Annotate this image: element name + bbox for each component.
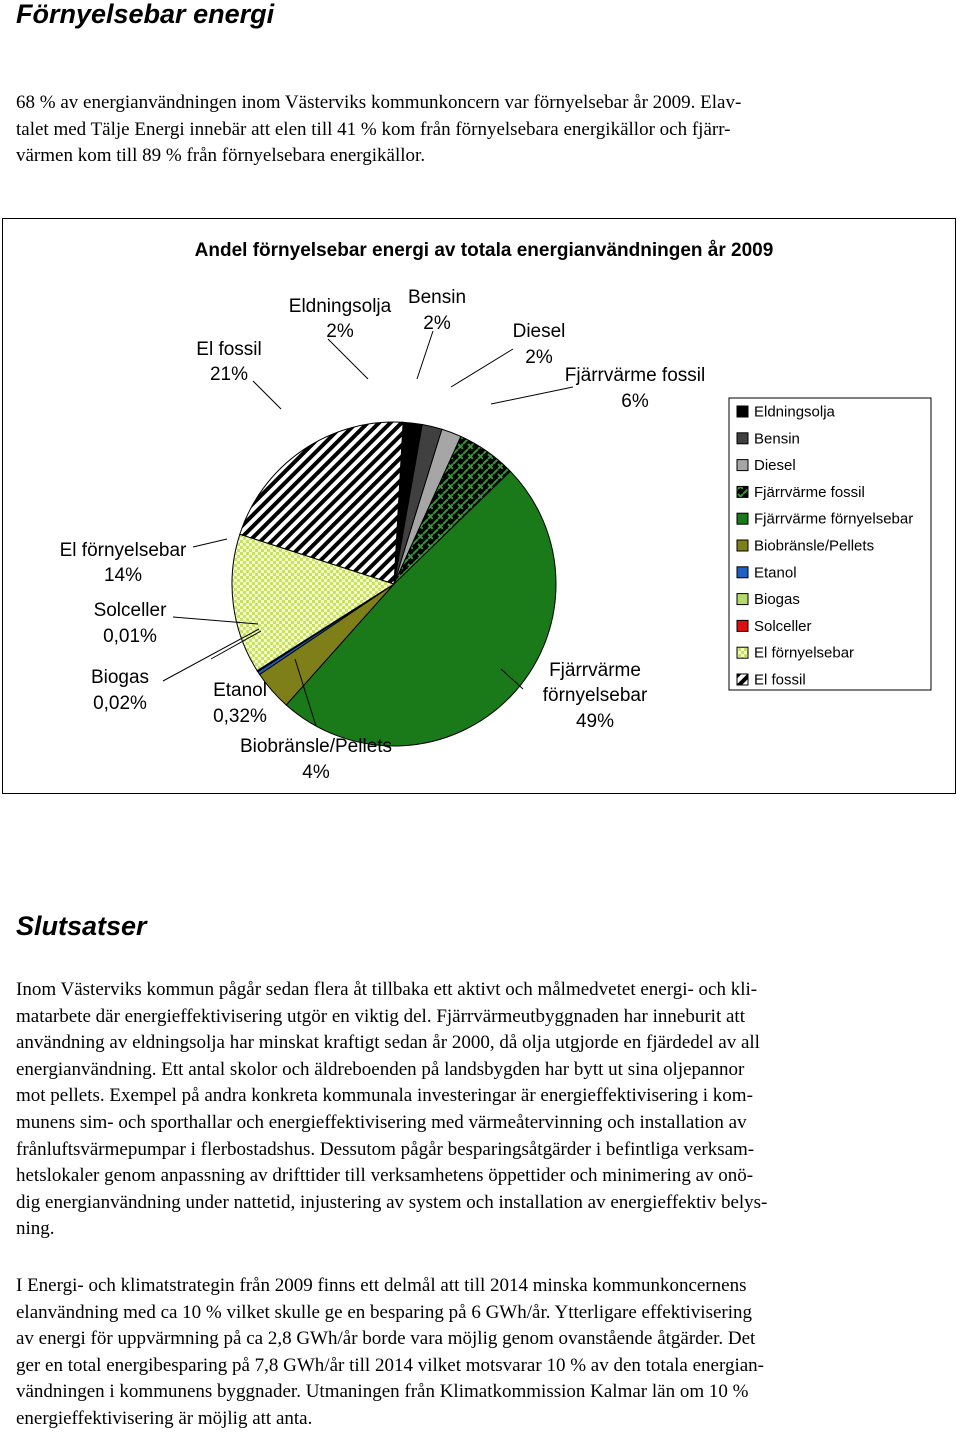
- label-etanol: Etanol: [213, 680, 267, 701]
- legend-swatch-diesel: [737, 460, 748, 471]
- value-diesel: 2%: [525, 347, 553, 368]
- legend-label-eldningsolja: Eldningsolja: [754, 403, 835, 421]
- paragraph-line: vändningen i kommunens byggnader. Utmaningen från Klimatkommission Kalmar län om 10 %: [16, 1381, 749, 1403]
- leader-line-diesel: [451, 349, 513, 387]
- paragraph-line: dig energianvändning under nattetid, injustering av system och installation av energieffektiv belys-: [16, 1191, 768, 1213]
- legend-swatch-bensin: [737, 433, 748, 444]
- intro-line: 68 % av energianvändningen inom Västerviks kommunkoncern var förnyelsebar år 2009. Elav-: [16, 92, 742, 113]
- label-bensin: Bensin: [407, 287, 467, 308]
- legend-label-biobransle-pellets: Biobränsle/Pellets: [754, 537, 875, 555]
- paragraph-line: matarbete där energieffektivisering utgör en viktig del. Fjärrvärmeutbyggnaden har inneburit att: [16, 1005, 745, 1027]
- paragraph-line: användning av eldningsolja har minskat kraftigt sedan år 2000, då olja utgjorde en fjärdedel av all: [16, 1032, 760, 1054]
- paragraph-line: energieffektivisering är möjlig att anta.: [16, 1407, 313, 1429]
- legend-swatch-el-fossil: [737, 674, 748, 685]
- label-biogas: Biogas: [90, 667, 150, 688]
- legend-swatch-biobransle-pellets: [737, 540, 748, 551]
- label-solceller: Solceller: [93, 600, 167, 621]
- section-heading-slutsatser: Slutsatser: [16, 911, 147, 941]
- legend-swatch-etanol: [737, 567, 748, 578]
- paragraph-line: munens sim- och sporthallar och energieffektivisering med värmeåtervinning och installation av: [16, 1111, 747, 1133]
- legend-label-biogas: Biogas: [754, 591, 800, 609]
- legend-label-fjarrvarme-fornyelsebar: Fjärrvärme förnyelsebar: [754, 510, 914, 528]
- intro-line: värmen kom till 89 % från förnyelsebara energikällor.: [16, 145, 426, 167]
- chart-title: Andel förnyelsebar energi av totala energianvändningen år 2009: [194, 240, 774, 261]
- legend-label-solceller: Solceller: [754, 617, 812, 635]
- leader-line-fjarrvarme-fossil: [491, 387, 573, 404]
- paragraph-line: ger en total energibesparing på 7,8 GWh/år till 2014 vilket motsvarar 10 % av den totala energian-: [16, 1354, 764, 1376]
- paragraph-line: energianvändning. Ett antal skolor och äldreboenden på landsbygden har bytt ut sina oljepannor: [16, 1058, 745, 1080]
- paragraph-line: Inom Västerviks kommun pågår sedan flera åt tillbaka ett aktivt och målmedvetet energi- och kli-: [16, 979, 758, 1000]
- legend-label-diesel: Diesel: [754, 457, 796, 475]
- legend-label-bensin: Bensin: [754, 430, 800, 448]
- paragraph-line: elanvändning med ca 10 % vilket skulle ge en besparing på 6 GWh/år. Ytterligare effektivisering: [16, 1301, 753, 1323]
- legend-label-el-fornyelsebar: El förnyelsebar: [754, 644, 855, 662]
- value-fjarrvarme-fossil: 6%: [621, 391, 649, 412]
- legend-label-fjarrvarme-fossil: Fjärrvärme fossil: [754, 483, 865, 501]
- paragraph-line: ning.: [16, 1218, 55, 1240]
- value-el-fossil: 21%: [209, 364, 249, 385]
- paragraph-line: av energi för uppvärmning på ca 2,8 GWh/år borde vara möjlig genom ovanstående åtgärder. Det: [16, 1328, 756, 1350]
- label-fornyelsebar: förnyelsebar: [542, 685, 648, 706]
- label-eldningsolja: Eldningsolja: [288, 296, 392, 317]
- pie-chart-frame: [2, 218, 956, 794]
- intro-line: talet med Tälje Energi innebär att elen till 41 % kom från förnyelsebara energikällor och fjärr-: [16, 118, 731, 140]
- label-biobransle: Biobränsle/Pellets: [239, 736, 393, 757]
- legend-swatch-fjarrvarme-fossil: [737, 486, 748, 497]
- conclusion-paragraph-1: [16, 977, 931, 1243]
- section-heading-fornyelsebar: Förnyelsebar energi: [16, 0, 275, 29]
- legend-swatch-eldningsolja: [737, 406, 748, 417]
- value-biogas: 0,02%: [93, 693, 147, 714]
- value-etanol: 0,32%: [213, 706, 267, 727]
- pie-chart: [3, 219, 957, 795]
- paragraph-line: mot pellets. Exempel på andra konkreta kommunala investeringar är energieffektivisering i kom-: [16, 1085, 753, 1107]
- legend-swatch-solceller: [737, 620, 748, 631]
- legend-label-el-fossil: El fossil: [754, 671, 806, 689]
- value-eldningsolja: 2%: [326, 321, 354, 342]
- value-solceller: 0,01%: [103, 626, 157, 647]
- leader-line-biogas: [163, 629, 259, 681]
- leader-line-el-fornyelsebar: [193, 539, 227, 547]
- pie-slices: [232, 422, 556, 746]
- legend-swatch-el-fornyelsebar: [737, 647, 748, 658]
- leader-line-eldningsolja: [328, 339, 368, 379]
- legend-swatch-biogas: [737, 594, 748, 605]
- label-el-fornyelsebar: El förnyelsebar: [59, 540, 187, 561]
- paragraph-line: frånluftsvärmepumpar i flerbostadshus. Dessutom pågår besparingsåtgärder i befintliga verksam-: [16, 1138, 755, 1160]
- value-bensin: 2%: [423, 313, 451, 334]
- intro-paragraph: [16, 90, 931, 170]
- value-fjarrvarme-fornyelsebar: 49%: [575, 711, 615, 732]
- label-el-fossil: El fossil: [196, 339, 262, 360]
- leader-line-el-fossil: [253, 381, 281, 409]
- label-fjarrvarme: Fjärrvärme: [549, 660, 641, 681]
- chart-legend: [729, 398, 931, 690]
- value-biobransle: 4%: [302, 762, 330, 783]
- value-el-fornyelsebar: 14%: [103, 565, 143, 586]
- conclusion-paragraph-2: [16, 1273, 931, 1433]
- legend-label-etanol: Etanol: [754, 564, 797, 582]
- paragraph-line: hetslokaler genom anpassning av drifttider till verksamhetens öppettider och minimering av onö-: [16, 1165, 754, 1187]
- leader-line-bensin: [417, 331, 433, 379]
- paragraph-line: I Energi- och klimatstrategin från 2009 finns ett delmål att till 2014 minska kommunkoncernens: [16, 1275, 747, 1296]
- legend-swatch-fjarrvarme-fornyelsebar: [737, 513, 748, 524]
- label-diesel: Diesel: [512, 321, 566, 342]
- label-fjarrvarme-fossil: Fjärrvärme fossil: [564, 365, 706, 386]
